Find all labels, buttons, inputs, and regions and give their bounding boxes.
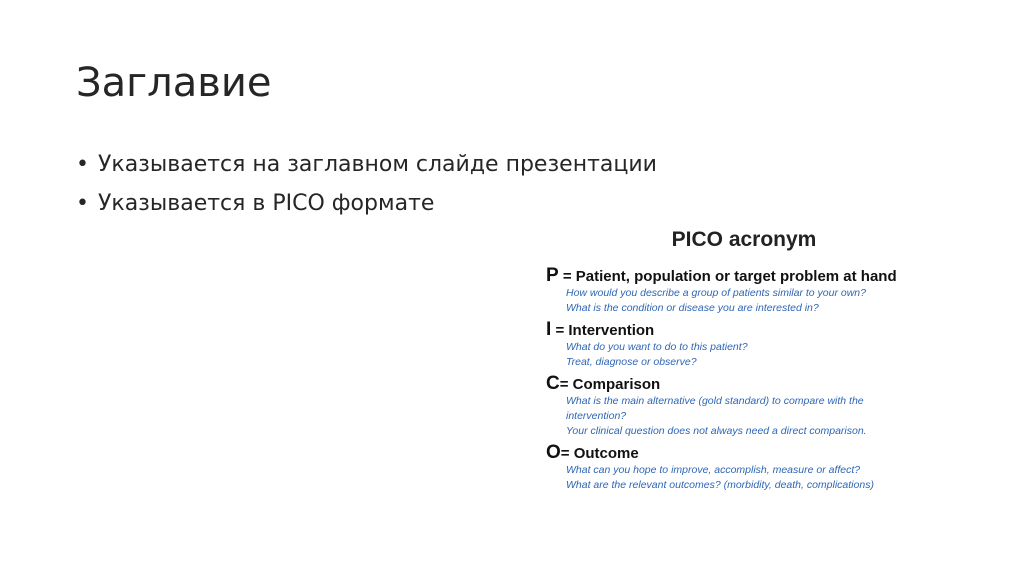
bullet-item: • Указывается в PICO формате xyxy=(76,191,657,216)
pico-question: What can you hope to improve, accomplish, measure or affect? xyxy=(566,464,861,476)
pico-letter: I xyxy=(546,319,552,340)
pico-title: PICO acronym xyxy=(671,228,817,251)
pico-question: What is the main alternative (gold standard) to compare with the xyxy=(566,395,864,407)
pico-heading xyxy=(546,320,936,340)
pico-question: Your clinical question does not always need a direct comparison. xyxy=(566,425,867,437)
pico-question: intervention? xyxy=(566,410,627,422)
pico-heading xyxy=(546,374,936,394)
pico-heading xyxy=(546,266,936,286)
pico-acronym-figure xyxy=(546,228,936,497)
pico-letter: O xyxy=(546,442,561,463)
pico-heading-text: = Intervention xyxy=(551,322,655,339)
pico-heading xyxy=(546,443,936,463)
pico-item-o xyxy=(546,443,936,493)
pico-question: What do you want to do to this patient? xyxy=(566,341,748,353)
pico-letter: P xyxy=(546,265,559,286)
slide-title: Заглавие xyxy=(76,60,272,106)
bullet-item: • Указывается на заглавном слайде презентации xyxy=(76,152,657,177)
pico-question: What is the condition or disease you are interested in? xyxy=(566,302,819,314)
bullet-list xyxy=(76,152,657,230)
pico-letter: C xyxy=(546,373,560,394)
pico-item-i xyxy=(546,320,936,370)
pico-heading-text: = Comparison xyxy=(559,376,661,393)
pico-question: Treat, diagnose or observe? xyxy=(566,356,697,368)
pico-item-p xyxy=(546,266,936,316)
pico-heading-text: = Patient, population or target problem at hand xyxy=(558,268,897,285)
pico-question: How would you describe a group of patients similar to your own? xyxy=(566,287,866,299)
pico-heading-text: = Outcome xyxy=(560,445,639,462)
pico-question: What are the relevant outcomes? (morbidity, death, complications) xyxy=(566,479,874,491)
pico-item-c xyxy=(546,374,936,439)
